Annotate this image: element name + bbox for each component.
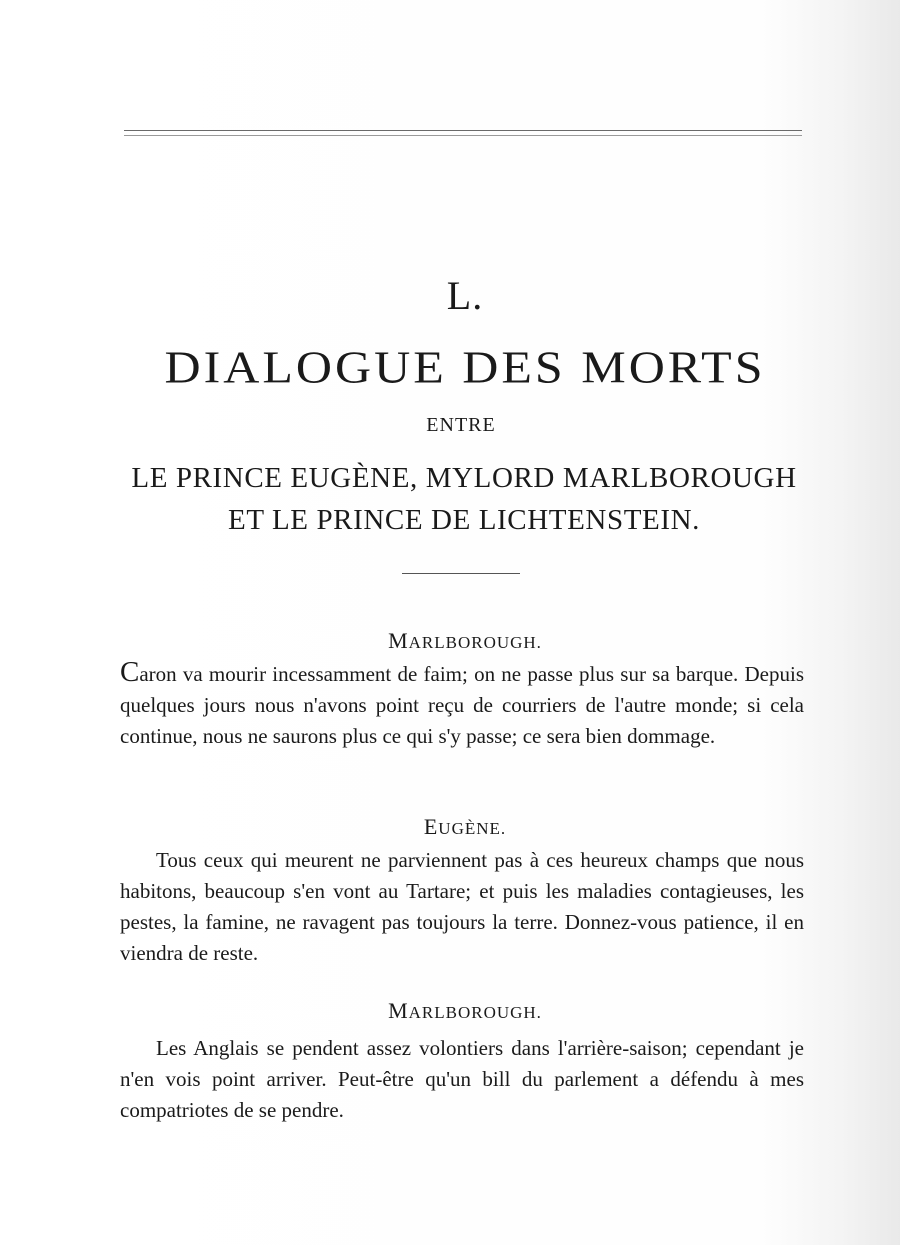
speech-paragraph: Caron va mourir incessamment de faim; on ne passe plus sur sa barque. Depuis quelques jours nous n'avons point reçu de courriers de l'autre monde; si cela continue, nous ne saurons plus ce qui s'y passe; ce sera bien dommage.	[120, 656, 804, 748]
subtitle-line-1: LE PRINCE EUGÈNE, MYLORD MARLBOROUGH	[131, 462, 797, 494]
drop-capital: C	[120, 656, 140, 688]
chapter-number: L.	[446, 273, 484, 318]
speech-paragraph: Tous ceux qui meurent ne parviennent pas à ces heureux champs que nous habitons, beaucoup s'en vont au Tartare; et puis les maladies contagieuses, les pestes, la famine, ne ravagent pas toujours la terre. Donnez-vous patience, il en viendra de reste.	[120, 848, 804, 965]
top-double-rule	[124, 130, 802, 136]
speaker-name: MARLBOROUGH.	[388, 628, 542, 653]
speaker-name: EUGÈNE.	[423, 814, 507, 839]
speech-paragraph: Les Anglais se pendent assez volontiers dans l'arrière-saison; cependant je n'en vois point arriver. Peut-être qu'un bill du parlement a défendu à mes compatriotes de se pendre.	[120, 1036, 804, 1122]
page-title: DIALOGUE DES MORTS	[164, 341, 766, 393]
speaker-name: MARLBOROUGH.	[388, 998, 542, 1023]
section-divider	[402, 573, 520, 574]
between-label: ENTRE	[426, 414, 496, 436]
subtitle-line-2: ET LE PRINCE DE LICHTENSTEIN.	[228, 504, 700, 536]
